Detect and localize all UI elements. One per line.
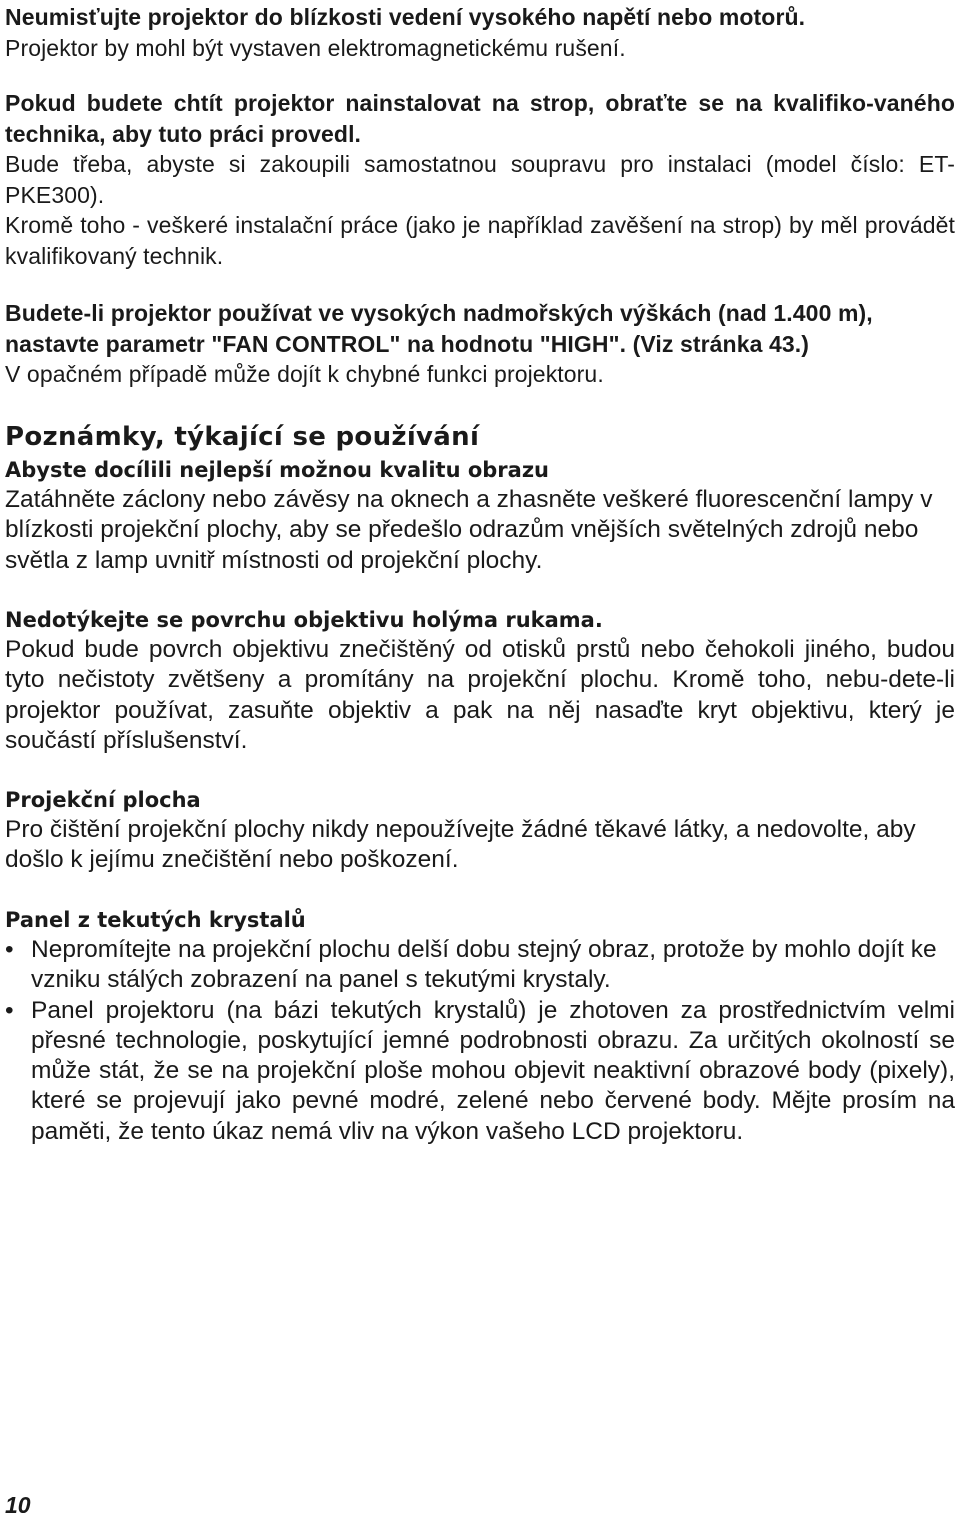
page-number: 10: [5, 1492, 31, 1518]
warning-altitude-bold: Budete-li projektor používat ve vysokých nadmořských výškách (nad 1.400 m), nastavte parametr "FAN CONTROL" na hodnotu "HIGH". (Viz stránka 43.): [5, 300, 873, 357]
warning-ceiling: [5, 88, 955, 271]
note-image-quality-heading: Abyste docílili nejlepší možnou kvalitu obrazu: [5, 458, 550, 482]
warning-ceiling-bold: Pokud budete chtít projektor nainstalovat na strop, obraťte se na kvalifiko-vaného technika, aby tuto práci provedl.: [5, 90, 955, 147]
warning-ceiling-text-1: Bude třeba, abyste si zakoupili samostatnou soupravu pro instalaci (model číslo: ET-PKE300).: [5, 151, 955, 208]
lcd-bullet-1: [5, 935, 955, 996]
note-screen: [5, 785, 955, 876]
note-screen-text: Pro čištění projekční plochy nikdy nepoužívejte žádné těkavé látky, a nedovolte, aby došlo k jejímu znečištění nebo poškození.: [5, 816, 916, 874]
warning-emi-bold: Neumisťujte projektor do blízkosti vedení vysokého napětí nebo motorů.: [5, 4, 806, 30]
warning-emi: [5, 2, 955, 63]
note-lens-text: Pokud bude povrch objektivu znečištěný od otisků prstů nebo čehokoli jiného, budou tyto nečistoty zvětšeny a promítány na projekční plochu. Kromě toho, nebu-dete-li projektor používat, zasuňte objektiv a pak na něj nasaďte kryt objektivu, který je součástí příslušenství.: [5, 636, 955, 754]
section-title: Poznámky, týkající se používání: [5, 422, 480, 452]
bullet-dot: •: [5, 936, 14, 963]
note-lcd-panel: [5, 905, 955, 1147]
bullet-dot: •: [5, 996, 14, 1024]
note-screen-heading: Projekční plocha: [5, 788, 201, 812]
warning-altitude: [5, 298, 955, 390]
note-lens-heading: Nedotýkejte se povrchu objektivu holýma rukama.: [5, 608, 603, 632]
warning-ceiling-text-2: Kromě toho - veškeré instalační práce (jako je například zavěšení na strop) by měl provádět kvalifikovaný technik.: [5, 212, 955, 269]
lcd-bullet-2-text: Panel projektoru (na bázi tekutých krystalů) je zhotoven za prostřednictvím velmi přesné technologie, poskytující jemné podrobnosti obrazu. Za určitých okolností se může stát, že se na projekční ploše mohou objevit neaktivní obrazové body (pixely), které se projevují jako pevné modré, zelené nebo červené body. Mějte prosím na paměti, že tento úkaz nemá vliv na výkon vašeho LCD projektoru.: [31, 996, 955, 1145]
note-image-quality: [5, 455, 955, 576]
lcd-bullet-1-text: Nepromítejte na projekční plochu delší dobu stejný obraz, protože by mohlo dojít ke vzniku stálých zobrazení na panel s tekutými krystaly.: [31, 936, 937, 994]
lcd-bullet-2: [5, 996, 955, 1147]
note-lcd-panel-heading: Panel z tekutých krystalů: [5, 908, 306, 932]
note-image-quality-text: Zatáhněte záclony nebo závěsy na oknech a zhasněte veškeré fluorescenční lampy v blízkosti projekční plochy, aby se předešlo odrazům vnějších světelných zdrojů nebo světla z lamp uvnitř místnosti od projekční plochy.: [5, 486, 933, 574]
warning-emi-text: Projektor by mohl být vystaven elektromagnetickému rušení.: [5, 34, 626, 61]
warning-altitude-text: V opačném případě může dojít k chybné funkci projektoru.: [5, 361, 604, 387]
note-lens: [5, 605, 955, 756]
